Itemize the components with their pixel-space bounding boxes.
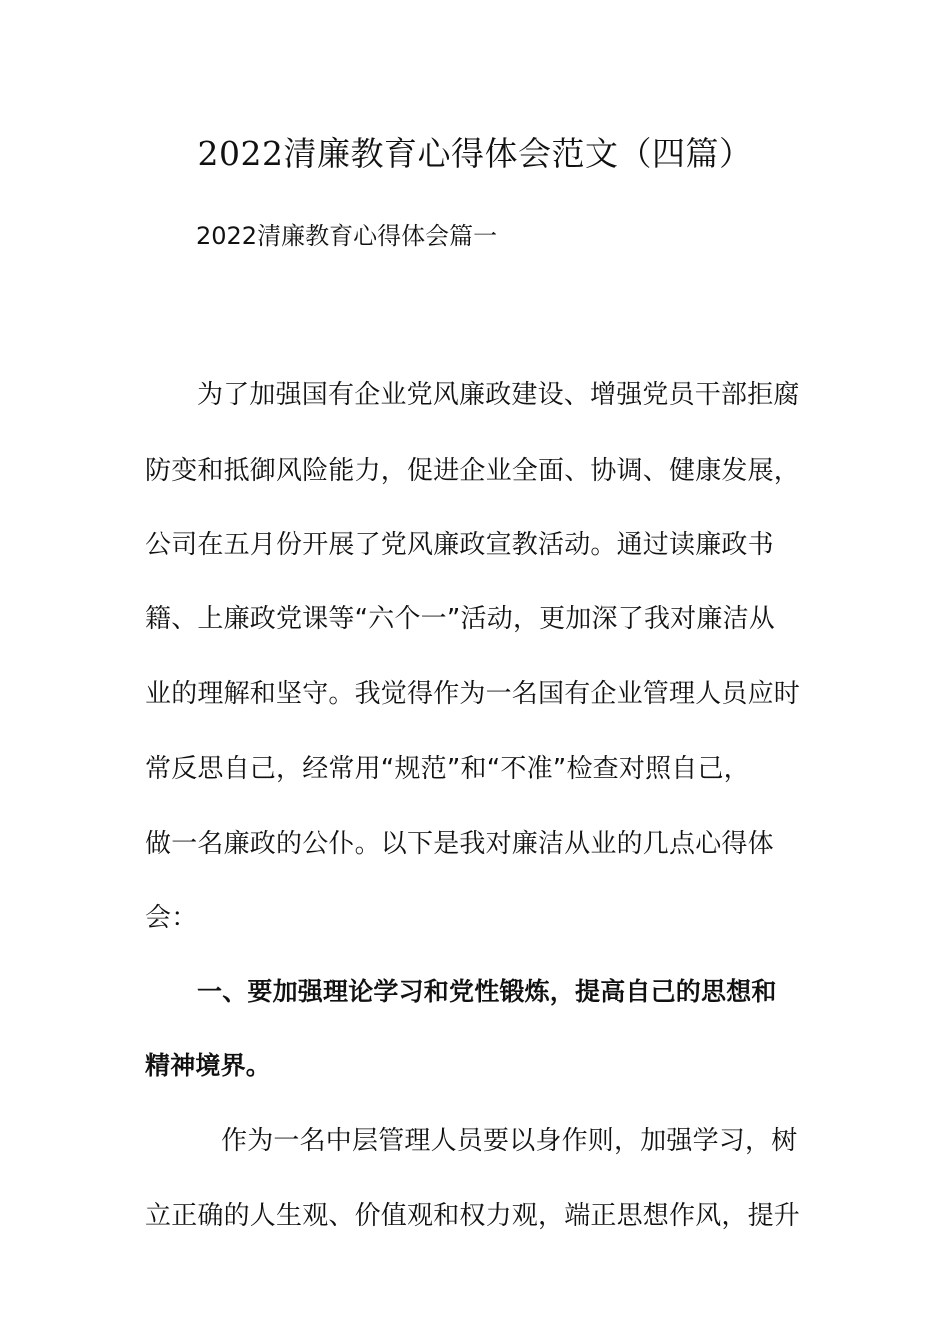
paragraph-line: 做一名廉政的公仆。以下是我对廉洁从业的几点心得体 (145, 829, 774, 859)
paragraph-line: 籍、上廉政党课等“六个一”活动，更加深了我对廉洁从 (145, 604, 775, 634)
section-heading-line: 精神境界。 (145, 1051, 272, 1080)
paragraph-line: 公司在五月份开展了党风廉政宣教活动。通过读廉政书 (145, 530, 774, 560)
document-title: 2022清廉教育心得体会范文（四篇） (197, 134, 753, 173)
section-subtitle: 2022清廉教育心得体会篇一 (196, 222, 498, 250)
paragraph-line: 防变和抵御风险能力，促进企业全面、协调、健康发展， (145, 456, 801, 486)
paragraph-line: 作为一名中层管理人员要以身作则，加强学习，树 (221, 1126, 798, 1156)
paragraph-line: 为了加强国有企业党风廉政建设、增强党员干部拒腐 (197, 380, 800, 410)
section-heading-line: 一、要加强理论学习和党性锻炼，提高自己的思想和 (197, 977, 777, 1006)
paragraph-line: 业的理解和坚守。我觉得作为一名国有企业管理人员应时 (145, 679, 801, 709)
paragraph-line: 常反思自己，经常用“规范”和“不准”检查对照自己， (145, 754, 750, 784)
paragraph-line: 会： (145, 903, 198, 933)
paragraph-line: 立正确的人生观、价值观和权力观，端正思想作风，提升 (145, 1201, 801, 1231)
